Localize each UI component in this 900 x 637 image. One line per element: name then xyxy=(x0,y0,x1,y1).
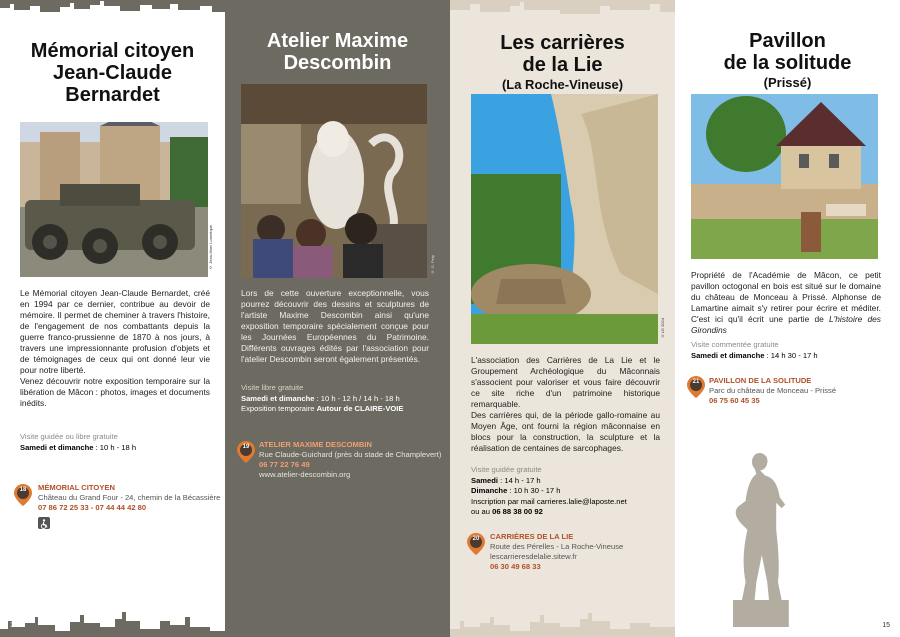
carrieres-title-line1: Les carrières xyxy=(500,32,625,54)
atelier-contact-address: Rue Claude-Guichard (près du stade de Champlevert) xyxy=(259,450,442,459)
pavillon-contact-address: Parc du château de Monceau - Prissé xyxy=(709,386,837,395)
carrieres-pin-number: 20 xyxy=(472,536,480,542)
carrieres-sun-label: Dimanche xyxy=(471,486,508,495)
atelier-pin-number: 19 xyxy=(242,444,250,450)
pavillon-contact-phone[interactable]: 06 75 60 45 35 xyxy=(709,396,760,405)
carrieres-inscription[interactable]: Inscription par mail carrieres.lalie@laposte.net xyxy=(471,496,627,506)
carrieres-phone[interactable]: 06 88 38 00 92 xyxy=(492,507,543,516)
pavillon-paragraph-1 xyxy=(691,270,881,336)
atelier-description xyxy=(241,288,429,365)
column-carrieres xyxy=(450,0,675,637)
pavillon-hours: : 14 h 30 - 17 h xyxy=(764,350,818,360)
atelier-contact xyxy=(259,440,449,480)
skyline-bottom-decoration xyxy=(0,607,225,637)
memorial-paragraph-1: Le Mémorial citoyen Jean-Claude Bernardet, créé en 1994 par ce dernier, contribue au devoir de mémoire. Il permet de cheminer à travers l'histoire, de l'engagement de nos combattants depuis la guerre franco-prussienne de 1870 à nos jours, à travers une impressionnante profusion d'objets et de témoignages de ceux qui ont donné leur vie pour notre liberté. xyxy=(20,288,210,375)
memorial-paragraph-2: Venez découvrir notre exposition temporaire sur la libération de Mâcon : photos, images et documents inédits. xyxy=(20,376,210,408)
memorial-days: Samedi et dimanche xyxy=(20,442,94,452)
atelier-hours: : 10 h - 12 h / 14 h - 18 h xyxy=(314,393,400,403)
column-pavillon xyxy=(675,0,900,637)
atelier-photo xyxy=(241,84,427,278)
map-pin-icon xyxy=(14,484,32,506)
carrieres-subtitle: (La Roche-Vineuse) xyxy=(501,77,624,92)
map-pin-icon xyxy=(237,441,255,463)
atelier-visit-type: Visite libre gratuite xyxy=(241,383,304,392)
carrieres-contact-name: CARRIÈRES DE LA LIE xyxy=(490,532,574,541)
memorial-visit-type: Visite guidée ou libre gratuite xyxy=(20,432,118,441)
column-atelier xyxy=(225,0,450,637)
carrieres-sat-hours: : 14 h - 17 h xyxy=(498,475,541,485)
memorial-contact-address: Château du Grand Four - 24, chemin de la Bécassière xyxy=(38,493,221,502)
memorial-description xyxy=(20,288,210,409)
pavillon-description xyxy=(691,270,881,336)
wheelchair-icon xyxy=(38,517,50,529)
memorial-pin-number: 18 xyxy=(19,487,27,493)
carrieres-contact-website[interactable]: lescarrieresdelalie.sitew.fr xyxy=(490,552,577,561)
memorial-title-line2: Jean-Claude xyxy=(53,62,172,84)
pavillon-days: Samedi et dimanche xyxy=(691,350,765,360)
atelier-photo-credit: © G. Pety xyxy=(430,255,435,275)
pavillon-photo xyxy=(691,94,878,259)
map-pin-icon xyxy=(687,376,705,398)
carrieres-title-line2: de la Lie xyxy=(522,54,603,76)
memorial-contact xyxy=(38,483,223,513)
pavillon-title-line1: Pavillon xyxy=(749,30,826,52)
skyline-right-bottom-decoration xyxy=(450,607,675,637)
atelier-title-line2: Descombin xyxy=(283,52,392,74)
carrieres-paragraph-1: L'association des Carrières de La Lie et le Groupement Archéologique du Mâconnais s'associent pour valoriser et vous faire découvrir ce site riche d'un patrimoine historique remarquable. xyxy=(471,355,660,409)
atelier-expo-value: Autour de CLAIRE-VOIE xyxy=(316,404,404,413)
memorial-visit-info xyxy=(20,432,210,453)
atelier-visit-info xyxy=(241,383,441,415)
map-pin-icon xyxy=(467,533,485,555)
right-page xyxy=(450,0,900,637)
pavillon-text: Propriété de l'Académie de Mâcon, ce petit pavillon octogonal en bois est situé sur le domaine du château de Monceau à Prissé. Alphonse de Lamartine aimait s'y retirer pour écrire et méditer. C'est ici qu'il écrit une partie de xyxy=(691,270,881,324)
carrieres-description xyxy=(471,355,660,454)
memorial-photo-credit: © Jean-Marc Lonnelque xyxy=(208,225,213,270)
atelier-contact-name: ATELIER MAXIME DESCOMBIN xyxy=(259,440,372,449)
left-page-number: 14 xyxy=(10,622,18,629)
atelier-expo-label: Exposition temporaire xyxy=(241,404,317,413)
carrieres-visit-type: Visite guidée gratuite xyxy=(471,465,542,474)
carrieres-phone-label: ou au xyxy=(471,507,493,516)
memorial-photo xyxy=(20,122,208,277)
pavillon-visit-info xyxy=(691,340,891,361)
pavillon-title-line2: de la solitude xyxy=(723,52,852,74)
memorial-contact-name: MÉMORIAL CITOYEN xyxy=(38,483,115,492)
pavillon-contact-name: PAVILLON DE LA SOLITUDE xyxy=(709,376,812,385)
memorial-contact-phone[interactable]: 07 86 72 25 33 - 07 44 44 42 80 xyxy=(38,503,147,512)
carrieres-contact-phone[interactable]: 06 30 49 68 33 xyxy=(490,562,541,571)
skyline-top-decoration xyxy=(0,0,225,22)
atelier-days: Samedi et dimanche xyxy=(241,393,315,403)
carrieres-contact-address: Route des Pérelles - La Roche-Vineuse xyxy=(490,542,624,551)
right-page-number: 15 xyxy=(882,622,890,629)
carrieres-sat-label: Samedi xyxy=(471,475,499,485)
carrieres-contact xyxy=(490,532,675,572)
atelier-contact-website[interactable]: www.atelier-descombin.org xyxy=(259,470,351,479)
memorial-title-line1: Mémorial citoyen xyxy=(30,40,195,62)
carrieres-sun-hours: : 10 h 30 - 17 h xyxy=(507,486,561,495)
statue-silhouette-icon xyxy=(715,437,805,637)
pavillon-pin-number: 21 xyxy=(692,379,700,385)
pavillon-visit-type: Visite commentée gratuite xyxy=(691,340,779,349)
memorial-title-line3: Bernardet xyxy=(65,84,160,106)
carrieres-paragraph-2: Des carrières qui, de la période gallo-romaine au Moyen Âge, ont fourni la région mâconnaise en blocs pour la construction, la sculpture et la réalisation de centaines de sarcophages. xyxy=(471,410,660,453)
pavillon-contact xyxy=(709,376,894,406)
atelier-title-line1: Atelier Maxime xyxy=(266,30,409,52)
atelier-paragraph-1: Lors de cette ouverture exceptionnelle, vous pourrez découvrir des dessins et sculptures de l'artiste Maxime Descombin ainsi qu'une exposition temporaire spécialement conçue pour les Journées Européennes du Patrimoine. Différents ouvrages édités par l'association pour l'atelier Descombin seront également présentés. xyxy=(241,288,429,364)
pavillon-book-title: L'histoire des Girondins xyxy=(691,314,881,335)
carrieres-photo-credit: ©LG 2024 xyxy=(660,318,665,339)
column-memorial xyxy=(0,0,225,637)
pavillon-subtitle: (Prissé) xyxy=(763,75,812,90)
memorial-hours: : 10 h - 18 h xyxy=(93,442,137,452)
atelier-contact-phone[interactable]: 06 77 22 76 49 xyxy=(259,460,310,469)
carrieres-visit-info xyxy=(471,465,671,518)
carrieres-photo xyxy=(471,94,658,344)
